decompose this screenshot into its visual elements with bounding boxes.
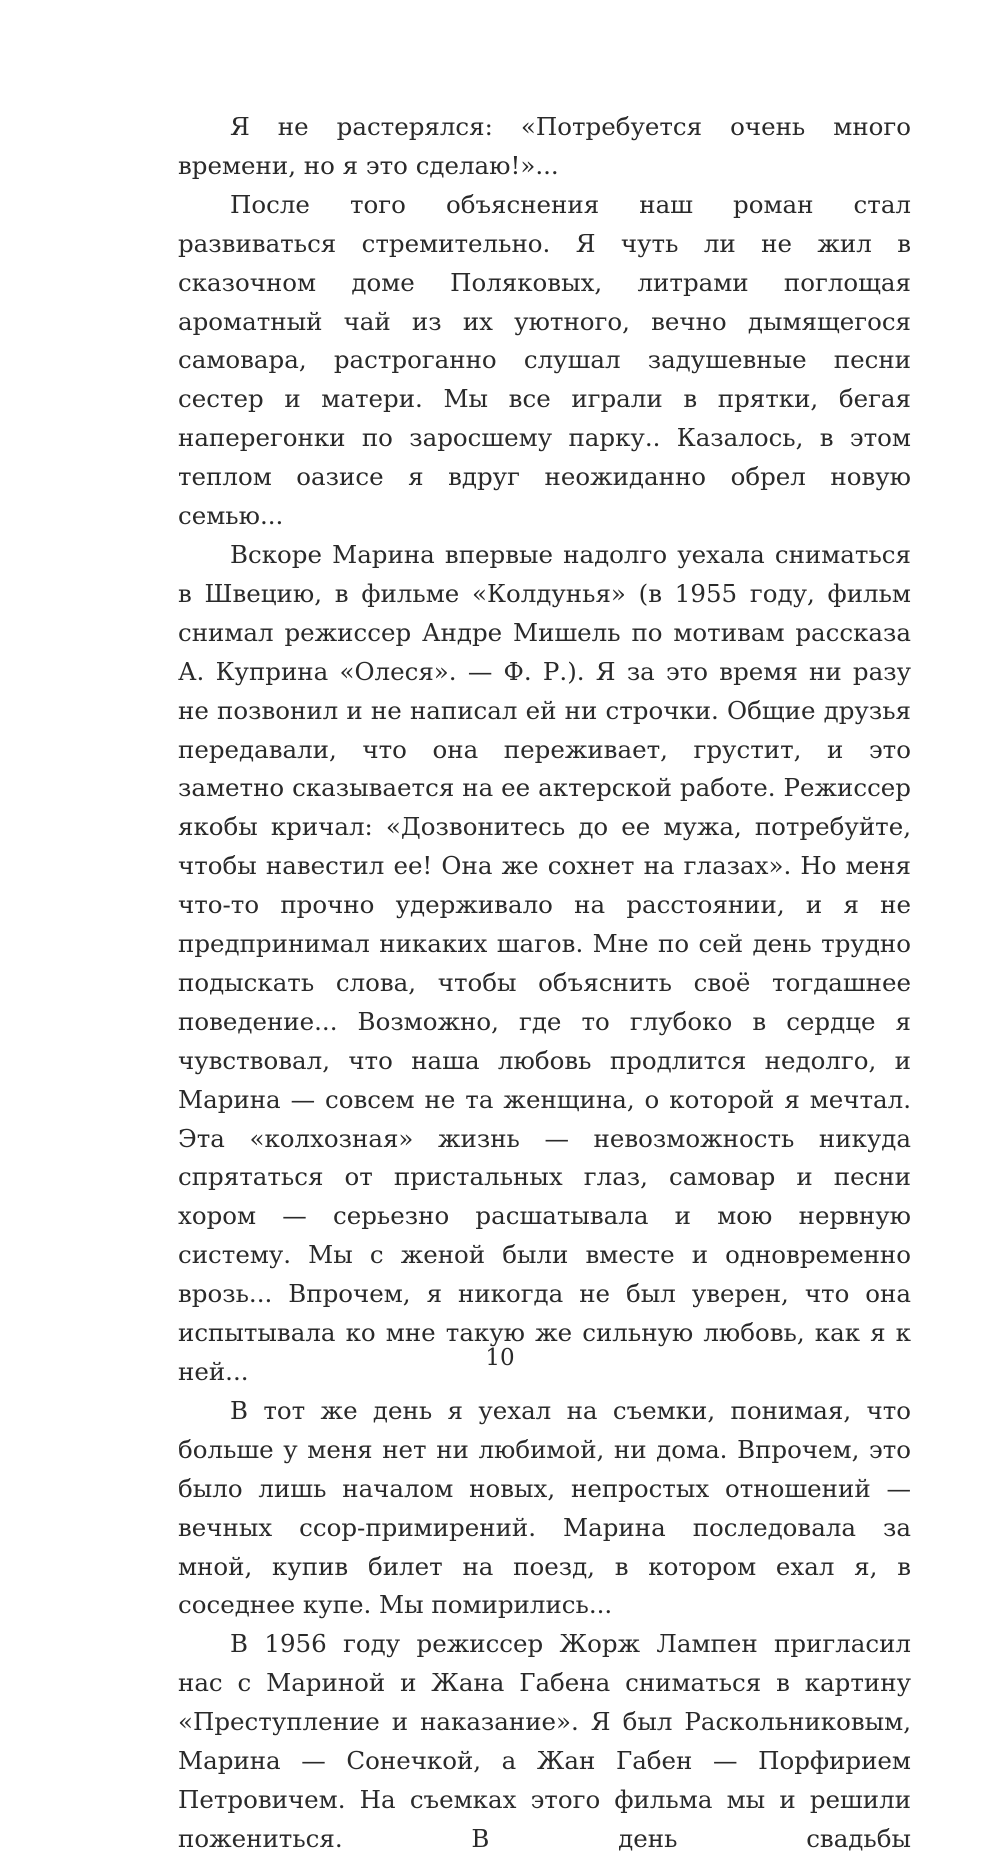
body-text	[178, 108, 911, 1859]
page-number: 10	[485, 1345, 515, 1371]
paragraph: После того объяснения наш роман стал развиваться стремительно. Я чуть ли не жил в сказочном доме Поляковых, литрами поглощая ароматный чай из их уютного, вечно дымящегося самовара, растроганно слушал задушевные песни сестер и матери. Мы все играли в прятки, бегая наперегонки по заросшему парку.. Казалось, в этом теплом оазисе я вдруг неожиданно обрел новую семью...	[178, 189, 911, 531]
paragraph: В тот же день я уехал на съемки, понимая, что больше у меня нет ни любимой, ни дома. Впрочем, это было лишь началом новых, непростых отношений — вечных ссор-примирений. Марина последовала за мной, купив билет на поезд, в котором ехал я, в соседнее купе. Мы помирились...	[178, 1395, 911, 1620]
paragraph: Я не растерялся: «Потребуется очень много времени, но я это сделаю!»...	[178, 112, 911, 180]
paragraph: Вскоре Марина впервые надолго уехала сниматься в Швецию, в фильме «Колдунья» (в 1955 году, фильм снимал режиссер Андре Мишель по мотивам рассказа А. Куприна «Олеся». — Ф. Р.). Я за это время ни разу не позвонил и не написал ей ни строчки. Общие друзья передавали, что она переживает, грустит, и это заметно сказывается на ее актерской работе. Режиссер якобы кричал: «Дозвонитесь до ее мужа, потребуйте, чтобы навестил ее! Она же сохнет на глазах». Но меня что-то прочно удерживало на расстоянии, и я не предпринимал никаких шагов. Мне по сей день трудно подыскать слова, чтобы объяснить своё тогдашнее поведение... Возможно, где то глубоко в сердце я чувствовал, что наша любовь продлится недолго, и Марина — совсем не та женщина, о которой я мечтал. Эта «колхозная» жизнь — невозможность никуда спрятаться от пристальных глаз, самовар и песни хором — серьезно расшатывала и мою нервную систему. Мы с женой были вместе и одновременно врозь... Впрочем, я никогда не был уверен, что она испытывала ко мне такую же сильную любовь, как я к ней...	[178, 539, 911, 1386]
paragraph-last: В 1956 году режиссер Жорж Лампен пригласил нас с Мариной и Жана Габена сниматься в картину «Преступление и наказание». Я был Раскольниковым, Марина — Сонечкой, а Жан Габен — Порфирием Петровичем. На съемках этого фильма мы и решили пожениться. В день свадьбы	[178, 1629, 911, 1853]
